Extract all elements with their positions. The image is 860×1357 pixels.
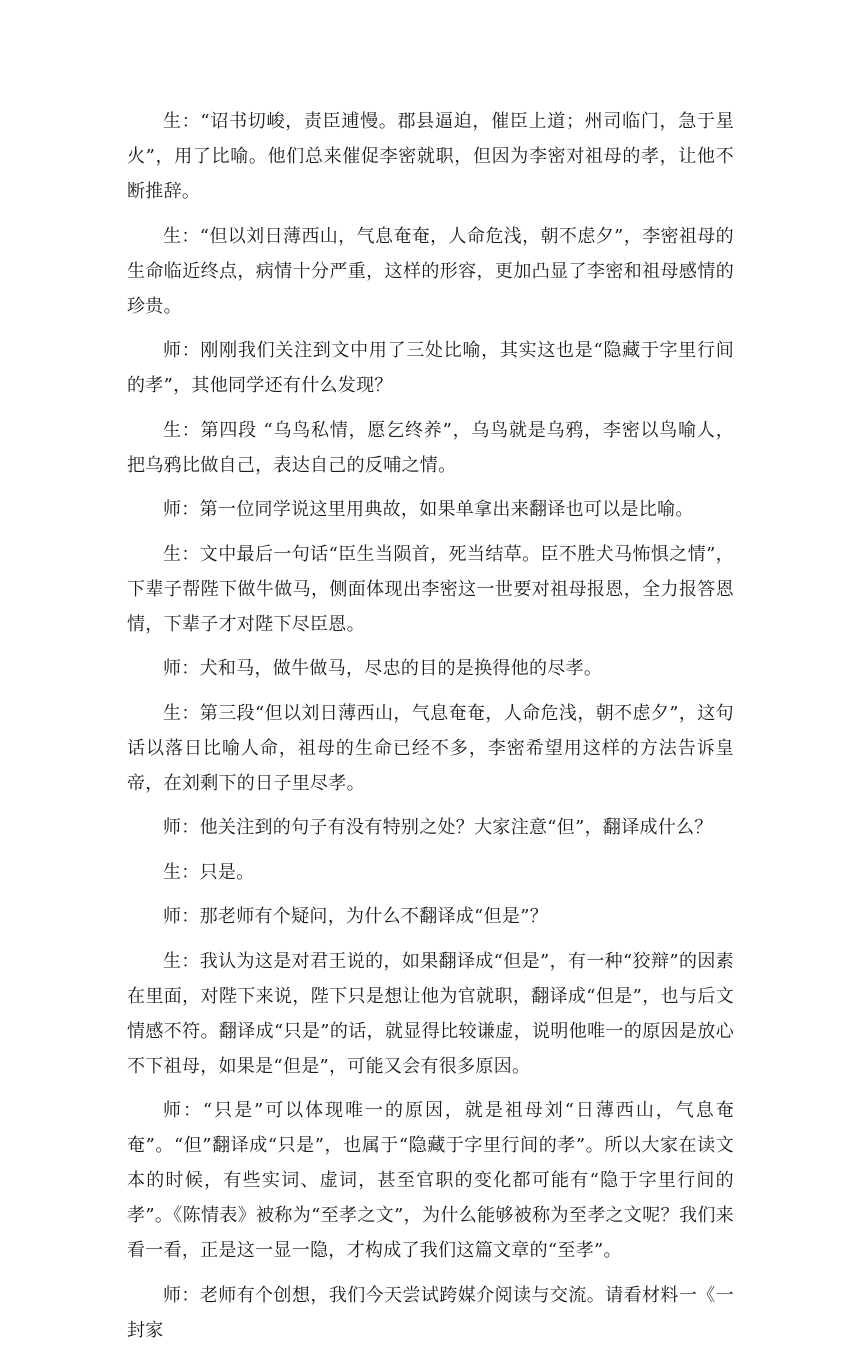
paragraph: 生：第三段“但以刘日薄西山，气息奄奄，人命危浅，朝不虑夕”，这句话以落日比喻人命，祖母的生命已经不多，李密希望用这样的方法告诉皇帝，在刘剩下的日子里尽孝。 — [127, 702, 734, 794]
paragraph: 生：文中最后一句话“臣生当陨首，死当结草。臣不胜犬马怖惧之情”，下辈子帮陛下做牛做马，侧面体现出李密这一世要对祖母报恩，全力报答恩情，下辈子才对陛下尽臣恩。 — [127, 543, 734, 635]
paragraph: 师：刚刚我们关注到文中用了三处比喻，其实这也是“隐藏于字里行间的孝”，其他同学还有什么发现？ — [127, 340, 734, 396]
paragraph: 师：犬和马，做牛做马，尽忠的目的是换得他的尽孝。 — [163, 658, 603, 679]
paragraph: 师：“只是”可以体现唯一的原因，就是祖母刘“日薄西山，气息奄奄”。“但”翻译成“只是”，也属于“隐藏于字里行间的孝”。所以大家在读文本的时候，有些实词、虚词，甚至官职的变化都可能有“隐于字里行间的孝”。《陈情表》被称为“至孝之文”，为什么能够被称为至孝之文呢？我们来看一看，正是这一显一隐，才构成了我们这篇文章的“至孝”。 — [127, 1100, 734, 1261]
paragraph: 生：我认为这是对君王说的，如果翻译成“但是”，有一种“狡辩”的因素在里面，对陛下来说，陛下只是想让他为官就职，翻译成“但是”，也与后文情感不符。翻译成“只是”的话，就显得比较谦虚，说明他唯一的原因是放心不下祖母，如果是“但是”，可能又会有很多原因。 — [127, 950, 734, 1077]
paragraph: 生：“但以刘日薄西山，气息奄奄，人命危浅，朝不虑夕”，李密祖母的生命临近终点，病情十分严重，这样的形容，更加凸显了李密和祖母感情的珍贵。 — [127, 225, 734, 317]
paragraph: 生：第四段 “乌鸟私情，愿乞终养”，乌鸟就是乌鸦，李密以鸟喻人，把乌鸦比做自己，表达自己的反哺之情。 — [127, 419, 734, 476]
paragraph: 生：“诏书切峻，责臣逋慢。郡县逼迫，催臣上道；州司临门，急于星火”，用了比喻。他们总来催促李密就职，但因为李密对祖母的孝，让他不断推辞。 — [127, 111, 734, 202]
paragraph: 师：第一位同学说这里用典故，如果单拿出来翻译也可以是比喻。 — [163, 499, 694, 520]
paragraph: 师：那老师有个疑问，为什么不翻译成“但是”？ — [163, 906, 549, 927]
paragraph: 生：只是。 — [163, 861, 255, 883]
paragraph: 师：他关注到的句子有没有特别之处？大家注意“但”，翻译成什么？ — [163, 817, 713, 838]
document-body — [127, 104, 734, 1357]
paragraph: 师：老师有个创想，我们今天尝试跨媒介阅读与交流。请看材料一《一封家 — [127, 1284, 734, 1341]
